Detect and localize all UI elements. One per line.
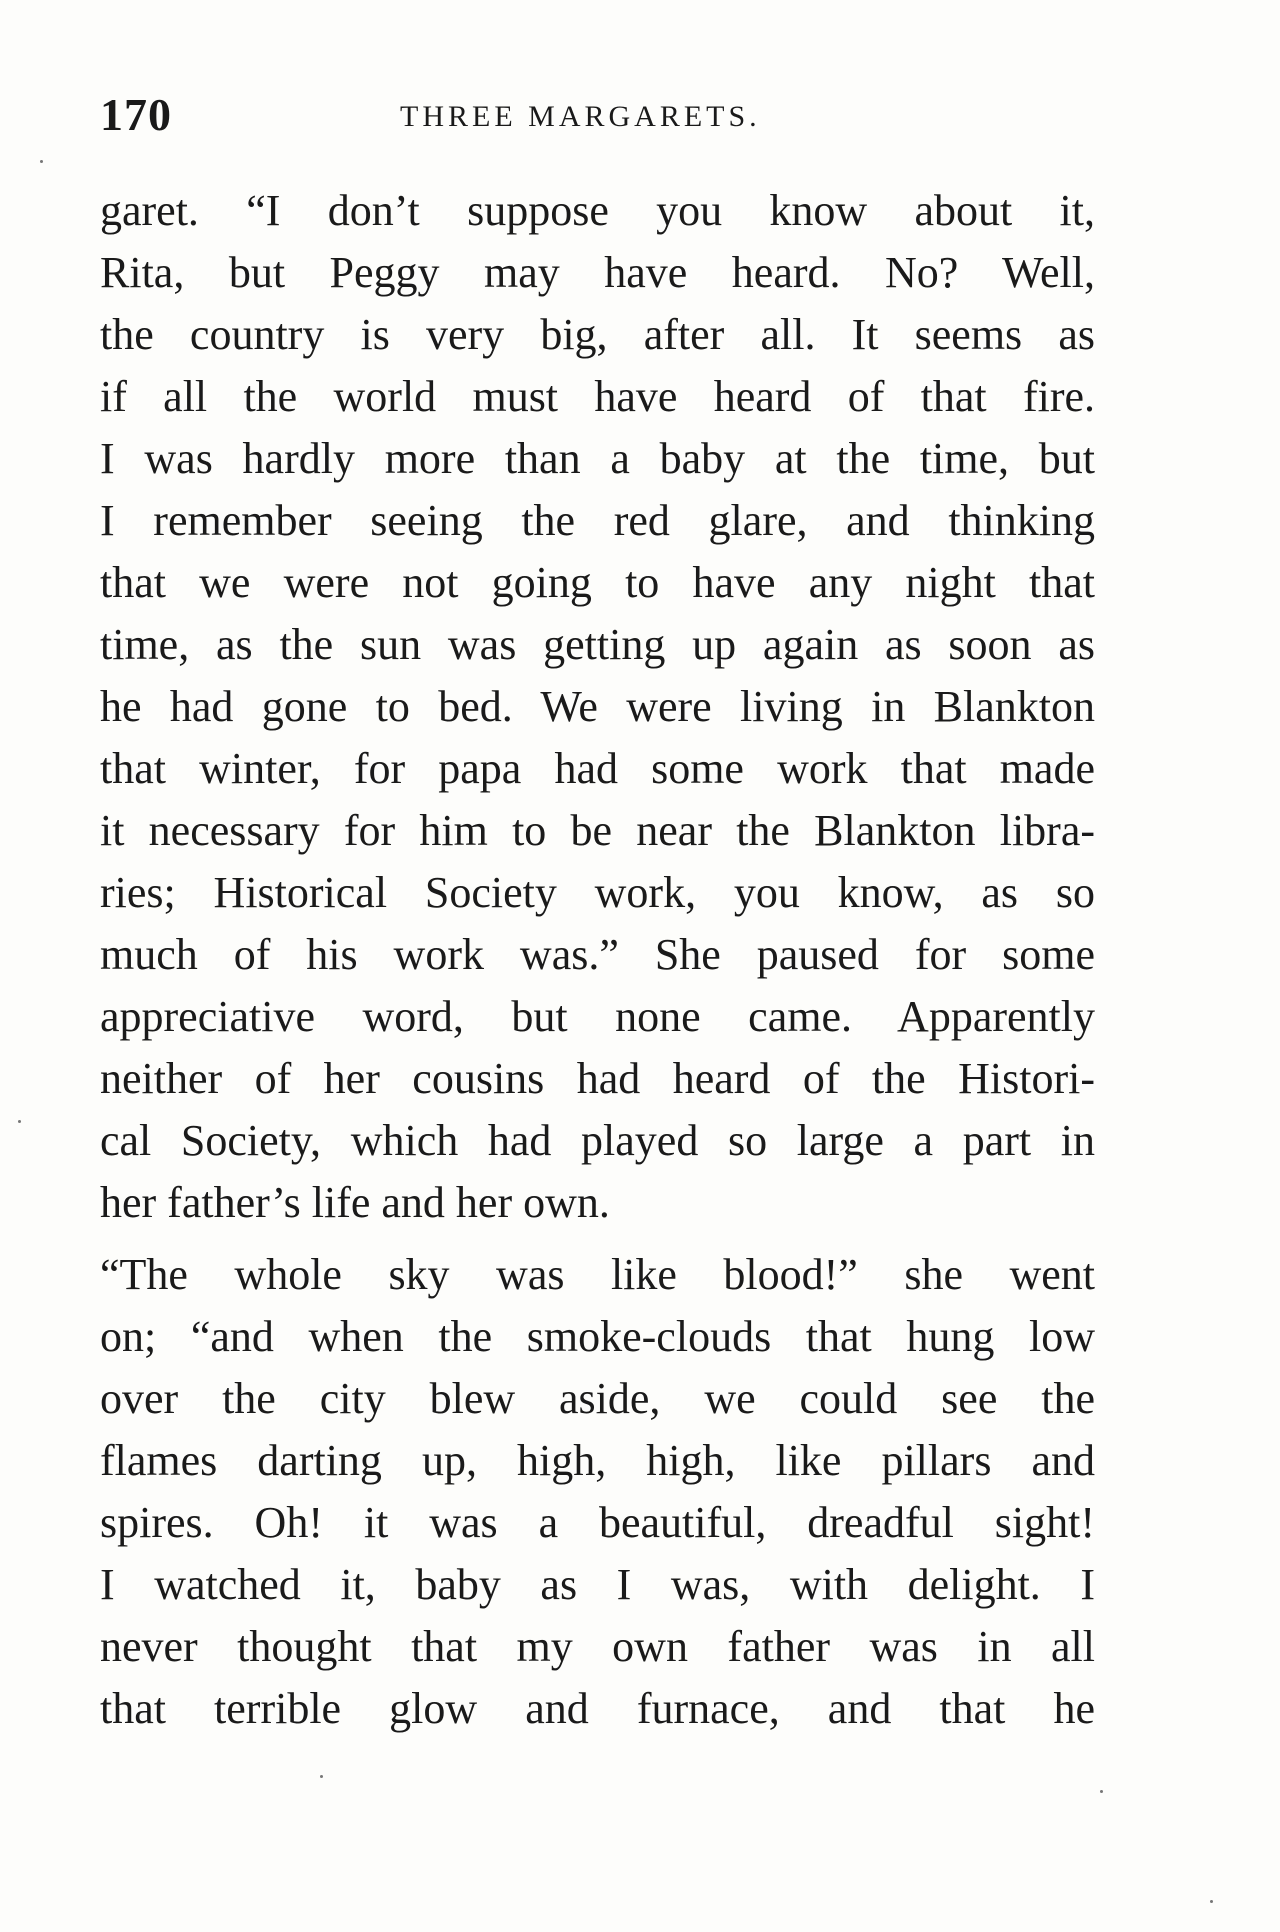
text-line: much of his work was.” She paused for some	[100, 930, 1095, 979]
text-line: neither of her cousins had heard of the Histori-	[100, 1054, 1095, 1103]
text-line: I watched it, baby as I was, with delight. I	[100, 1560, 1095, 1609]
text-line: if all the world must have heard of that fire.	[100, 372, 1095, 421]
text-line: appreciative word, but none came. Apparently	[100, 992, 1095, 1041]
text-line: that winter, for papa had some work that made	[100, 744, 1095, 793]
paragraph-gap	[100, 1234, 1095, 1244]
running-title: THREE MARGARETS.	[400, 100, 761, 133]
page-number: 170	[100, 89, 172, 140]
paragraph-2	[100, 1244, 1095, 1740]
body-text	[100, 180, 1095, 1740]
print-speck	[1100, 1790, 1103, 1793]
text-line: over the city blew aside, we could see the	[100, 1374, 1095, 1423]
text-line: flames darting up, high, high, like pillars and	[100, 1436, 1095, 1485]
text-line: “The whole sky was like blood!” she went	[100, 1250, 1095, 1299]
text-line: cal Society, which had played so large a part in	[100, 1116, 1095, 1165]
running-head	[100, 88, 1090, 148]
text-line: it necessary for him to be near the Blankton libra-	[100, 806, 1095, 855]
text-line: ries; Historical Society work, you know, as so	[100, 868, 1095, 917]
text-line: never thought that my own father was in all	[100, 1622, 1095, 1671]
text-line: I was hardly more than a baby at the time, but	[100, 434, 1095, 483]
text-line: that terrible glow and furnace, and that he	[100, 1684, 1095, 1733]
text-line: spires. Oh! it was a beautiful, dreadful sight!	[100, 1498, 1095, 1547]
text-line: the country is very big, after all. It seems as	[100, 310, 1095, 359]
print-speck	[18, 1120, 21, 1123]
text-line: her father’s life and her own.	[100, 1178, 610, 1227]
text-line: I remember seeing the red glare, and thinking	[100, 496, 1095, 545]
text-line: he had gone to bed. We were living in Blankton	[100, 682, 1095, 731]
text-line: on; “and when the smoke-clouds that hung low	[100, 1312, 1095, 1361]
print-speck	[40, 160, 43, 163]
text-line: time, as the sun was getting up again as soon as	[100, 620, 1095, 669]
text-line: Rita, but Peggy may have heard. No? Well,	[100, 248, 1095, 297]
text-line: garet. “I don’t suppose you know about it,	[100, 186, 1095, 235]
print-speck	[320, 1775, 323, 1778]
paragraph-1	[100, 180, 1095, 1234]
print-speck	[1210, 1900, 1213, 1903]
text-line: that we were not going to have any night that	[100, 558, 1095, 607]
